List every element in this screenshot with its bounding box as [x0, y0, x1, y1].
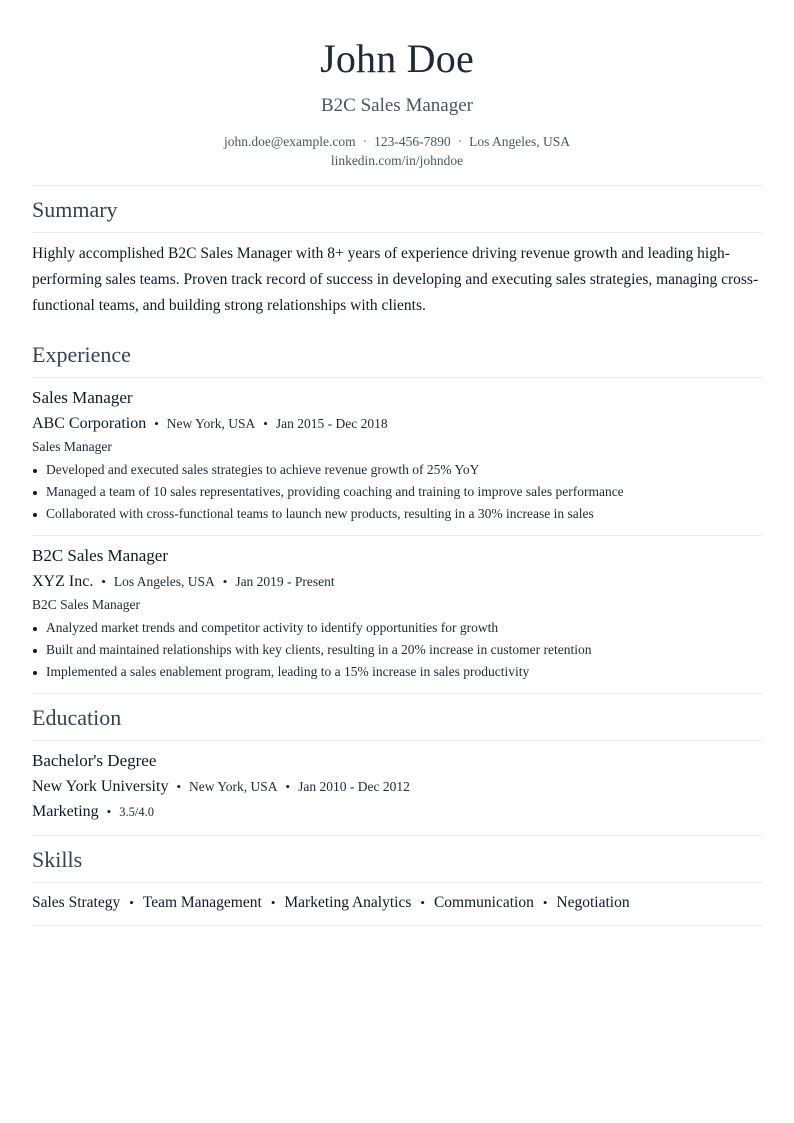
achievement-item: Analyzed market trends and competitor activity to identify opportunities for growth: [32, 617, 762, 639]
bullet-separator: •: [106, 804, 112, 819]
achievement-item: Implemented a sales enablement program, leading to a 15% increase in sales productivity: [32, 661, 762, 683]
contact-separator: ·: [362, 134, 368, 149]
education-meta: [32, 777, 762, 797]
resume-header: [32, 0, 762, 170]
job-dates: Jan 2019 - Present: [235, 574, 335, 589]
achievement-item: Collaborated with cross-functional teams to launch new products, resulting in a 30% increase in sales: [32, 503, 762, 525]
job-title: B2C Sales Manager: [32, 546, 168, 565]
experience-section: [32, 331, 762, 694]
gpa: 3.5/4.0: [119, 805, 154, 819]
job-role: Sales Manager: [32, 439, 112, 454]
company-name: ABC Corporation: [32, 415, 147, 432]
education-entry: [32, 741, 762, 835]
achievement-item: Developed and executed sales strategies to achieve revenue growth of 25% YoY: [32, 459, 762, 481]
bullet-separator: •: [270, 895, 276, 910]
degree-name: Bachelor's Degree: [32, 751, 157, 770]
contact-separator: ·: [457, 134, 463, 149]
bullet-separator: •: [176, 779, 182, 794]
job-entry: [32, 378, 762, 535]
job-location: Los Angeles, USA: [113, 574, 215, 589]
bullet-separator: •: [129, 895, 134, 910]
job-meta: [32, 572, 762, 592]
job-meta: [32, 414, 762, 434]
contact-line-1: [32, 132, 762, 151]
job-achievements: [32, 459, 762, 525]
experience-heading: Experience: [32, 342, 131, 367]
email-link[interactable]: john.doe@example.com: [223, 134, 356, 149]
bullet-separator: •: [420, 895, 425, 910]
education-heading: Education: [32, 705, 122, 730]
school-name: New York University: [32, 778, 169, 795]
skill-item: Team Management: [142, 894, 262, 911]
contact-line-2: [32, 151, 762, 170]
education-section: [32, 694, 762, 836]
job-title: Sales Manager: [32, 388, 133, 407]
summary-heading: Summary: [32, 197, 118, 222]
education-details: [32, 801, 762, 823]
summary-text: Highly accomplished B2C Sales Manager with 8+ years of experience driving revenue growth and leading high-performing sales teams. Proven track record of success in developing and executing sales strategies, managing cross-functional teams, and building strong relationships with clients.: [32, 245, 759, 314]
education-dates: Jan 2010 - Dec 2012: [298, 779, 410, 794]
field-of-study: Marketing: [32, 803, 99, 820]
job-entry: [32, 536, 762, 693]
skills-section: [32, 836, 762, 926]
entry-divider: [32, 925, 762, 926]
skills-list: [32, 883, 762, 925]
skill-item: Communication: [433, 894, 534, 911]
skill-item: Sales Strategy: [32, 894, 121, 911]
bullet-separator: •: [154, 416, 159, 431]
skill-item: Marketing Analytics: [284, 894, 412, 911]
bullet-separator: •: [222, 574, 228, 589]
achievement-item: Managed a team of 10 sales representatives, providing coaching and training to improve sales performance: [32, 481, 762, 503]
bullet-separator: •: [542, 895, 548, 910]
candidate-title: B2C Sales Manager: [321, 95, 473, 116]
bullet-separator: •: [263, 416, 268, 431]
job-dates: Jan 2015 - Dec 2018: [275, 416, 388, 431]
linkedin-link[interactable]: linkedin.com/in/johndoe: [330, 153, 464, 168]
location: Los Angeles, USA: [469, 134, 571, 149]
bullet-separator: •: [101, 574, 106, 589]
skill-item: Negotiation: [556, 894, 630, 911]
candidate-name: John Doe: [320, 36, 474, 81]
phone-number[interactable]: 123-456-7890: [374, 134, 451, 149]
job-role: B2C Sales Manager: [32, 597, 140, 612]
school-location: New York, USA: [189, 779, 278, 794]
achievement-item: Built and maintained relationships with key clients, resulting in a 20% increase in customer retention: [32, 639, 762, 661]
job-location: New York, USA: [166, 416, 256, 431]
job-achievements: [32, 617, 762, 683]
skills-heading: Skills: [32, 847, 83, 872]
contact-info: [32, 132, 762, 170]
summary-section: [32, 186, 762, 331]
bullet-separator: •: [285, 779, 291, 794]
company-name: XYZ Inc.: [32, 573, 94, 590]
